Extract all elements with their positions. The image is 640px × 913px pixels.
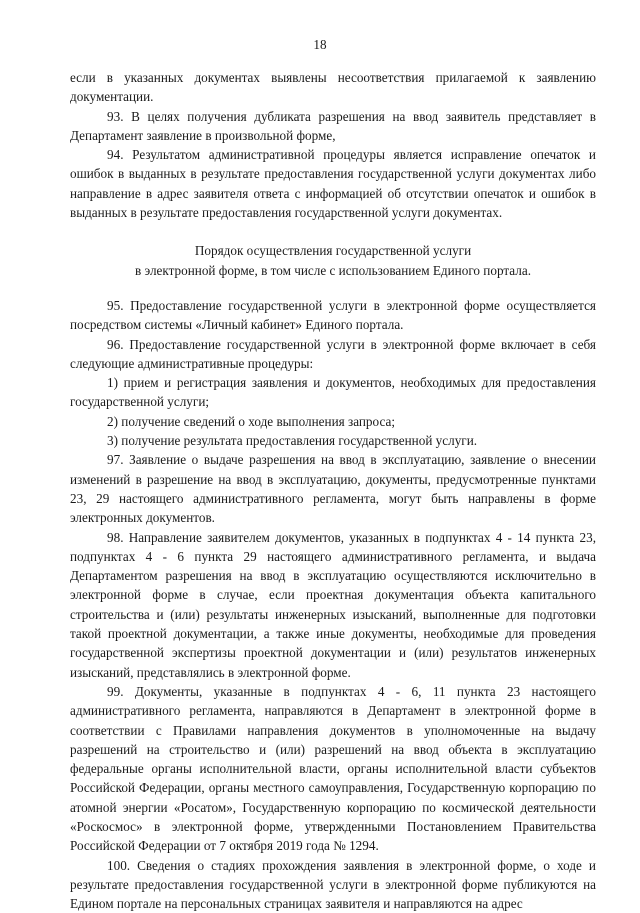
section-title-line-1: Порядок осуществления государственной услуги bbox=[194, 243, 472, 259]
list-item-3: 3) получение результата предоставления государственной услуги. bbox=[107, 433, 478, 449]
paragraph-97: 97. Заявление о выдаче разрешения на ввод в эксплуатацию, заявление о внесении изменений в разрешение на ввод в эксплуатацию, документы, предусмотренные пунктами 23, 29 настоящего административного регламента, могут быть направлены в форме электронных документов. bbox=[70, 452, 596, 526]
list-item-2: 2) получение сведений о ходе выполнения запроса; bbox=[107, 413, 395, 429]
paragraph-93: 93. В целях получения дубликата разрешения на ввод заявитель представляет в Департамент заявление в произвольной форме, bbox=[70, 108, 596, 143]
paragraph-96: 96. Предоставление государственной услуги в электронной форме включает в себя следующие административные процедуры: bbox=[70, 336, 596, 371]
paragraph-continuation: если в указанных документах выявлены несоответствия прилагаемой к заявлению документации. bbox=[70, 70, 596, 105]
list-item-1: 1) прием и регистрация заявления и документов, необходимых для предоставления государственной услуги; bbox=[70, 375, 596, 410]
page-number: 18 bbox=[313, 37, 327, 52]
document-body bbox=[70, 68, 596, 913]
paragraph-95: 95. Предоставление государственной услуги в электронной форме осуществляется посредством системы «Личный кабинет» Единого портала. bbox=[70, 297, 596, 333]
section-title bbox=[70, 241, 596, 280]
section-title-line-2: в электронной форме, в том числе с использованием Единого портала. bbox=[135, 262, 531, 278]
paragraph-94: 94. Результатом административной процедуры является исправление опечаток и ошибок в выданных в результате предоставления государственной услуги документах либо направление в адрес заявителя ответа с информацией об отсутствии опечаток и ошибок в выданных в результате предоставления государственной услуги документах. bbox=[70, 147, 596, 221]
paragraph-98: 98. Направление заявителем документов, указанных в подпунктах 4 - 14 пункта 23, подпунктах 4 - 6 пункта 29 настоящего административного регламента, и выдача Департаментом разрешения на ввод в эксплуатацию осуществляются исключительно в электронной форме в случае, если проектная документация объекта капитального строительства и (или) результаты инженерных изысканий, выполненные для подготовки такой проектной документации, а также иные документы, необходимые для проведения государственной экспертизы проектной документации и (или) результатов инженерных изысканий, представлялись в электронной форме. bbox=[70, 529, 596, 680]
paragraph-100: 100. Сведения о стадиях прохождения заявления в электронной форме, о ходе и результате предоставления государственной услуги в электронной форме публикуются на Едином портале на персональных страницах заявителя и направляются на адрес bbox=[70, 857, 596, 912]
paragraph-99: 99. Документы, указанные в подпунктах 4 - 6, 11 пункта 23 настоящего административного регламента, направляются в Департамент в электронной форме в соответствии с Правилами направления документов в уполномоченные на выдачу разрешений на строительство и (или) разрешений на ввод объекта в эксплуатацию федеральные органы исполнительной власти, органы исполнительной власти субъектов Российской Федерации, органы местного самоуправления, Государственную корпорацию по атомной энергии «Росатом», Государственную корпорацию по космической деятельности «Роскосмос» в электронной форме, утвержденными Постановлением Правительства Российской Федерации от 7 октября 2019 года № 1294. bbox=[70, 683, 596, 854]
